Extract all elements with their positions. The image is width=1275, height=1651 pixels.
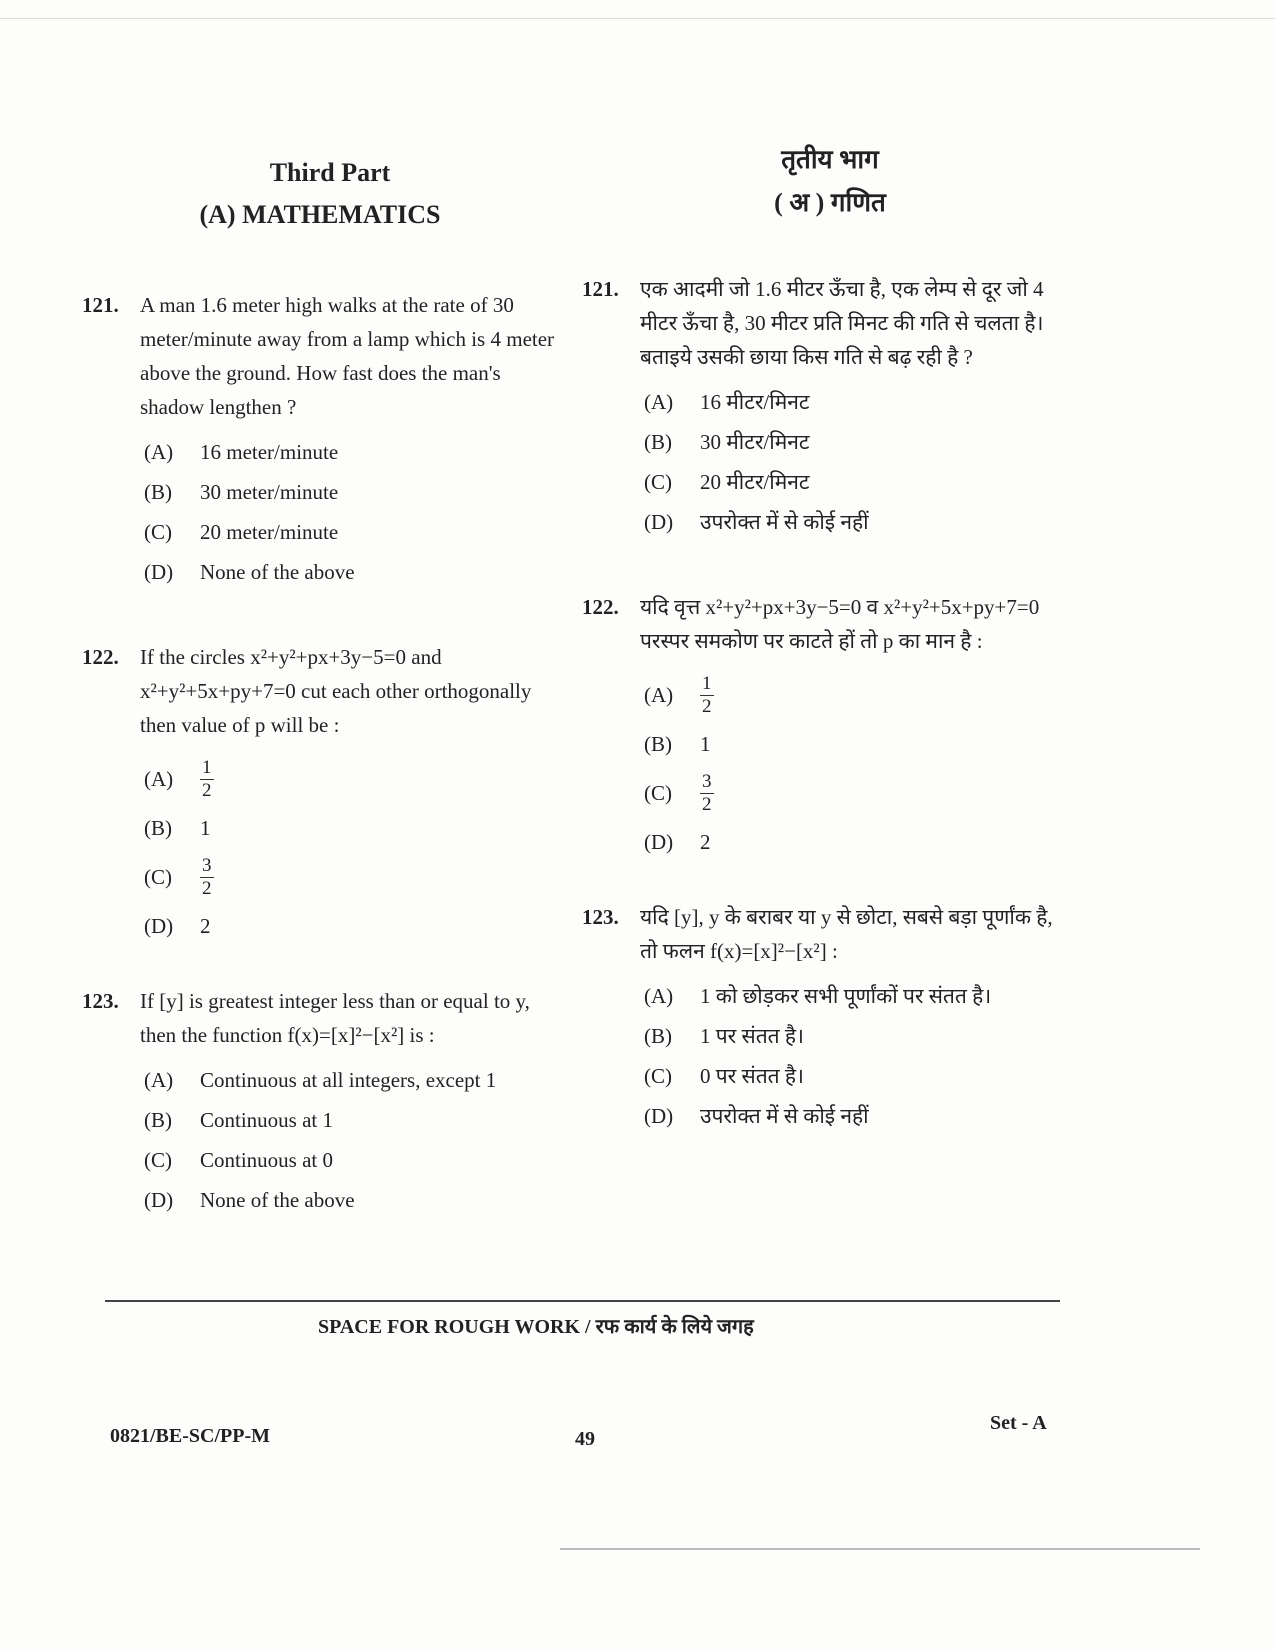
option bbox=[644, 724, 1062, 764]
option-label: (C) bbox=[144, 865, 172, 889]
option-label: (A) bbox=[144, 1068, 174, 1092]
options-list bbox=[644, 666, 1062, 862]
option-text: उपरोक्त में से कोई नहीं bbox=[700, 1104, 869, 1128]
option-text: Continuous at 0 bbox=[200, 1148, 334, 1172]
question-number: 123. bbox=[82, 989, 119, 1013]
option-label: (C) bbox=[144, 520, 172, 544]
scan-edge bbox=[0, 18, 1275, 19]
option bbox=[644, 1096, 1062, 1136]
question-text: A man 1.6 meter high walks at the rate of 30 meter/minute away from a lamp which is 4 meter above the ground. How fast does the man's shadow lengthen ? bbox=[140, 293, 555, 419]
options-list bbox=[644, 382, 1062, 542]
question-text: If [y] is greatest integer less than or equal to y, then the function f(x)=[x]²−[x²] is : bbox=[140, 989, 530, 1047]
option bbox=[644, 502, 1062, 542]
option bbox=[644, 764, 1062, 822]
option bbox=[644, 462, 1062, 502]
heading-part-hi: तृतीय भाग bbox=[781, 145, 879, 174]
option bbox=[144, 1140, 562, 1180]
question-number: 121. bbox=[82, 293, 119, 317]
options-list bbox=[144, 432, 562, 592]
option-label: (D) bbox=[644, 510, 674, 534]
option-label: (A) bbox=[644, 683, 674, 707]
option-label: (B) bbox=[144, 480, 172, 504]
denominator: 2 bbox=[202, 877, 212, 899]
option-label: (B) bbox=[644, 430, 672, 454]
numerator: 3 bbox=[202, 854, 212, 876]
question-text: एक आदमी जो 1.6 मीटर ऊँचा है, एक लेम्प से दूर जो 4 मीटर ऊँचा है, 30 मीटर प्रति मिनट की गति से चलता है। बताइये उसकी छाया किस गति से बढ़ रही है ? bbox=[640, 277, 1044, 369]
option bbox=[144, 750, 562, 808]
option-label: (D) bbox=[144, 914, 174, 938]
option-label: (A) bbox=[144, 440, 174, 464]
fraction bbox=[700, 673, 714, 718]
option-label: (C) bbox=[144, 1148, 172, 1172]
option bbox=[144, 1100, 562, 1140]
question-number: 123. bbox=[582, 905, 619, 929]
option-label: (B) bbox=[144, 816, 172, 840]
option-label: (C) bbox=[644, 470, 672, 494]
paper-code: 0821/BE-SC/PP-M bbox=[110, 1425, 270, 1447]
option-label: (A) bbox=[644, 390, 674, 414]
option-label: (A) bbox=[144, 767, 174, 791]
option bbox=[144, 906, 562, 946]
option-text: 20 मीटर/मिनट bbox=[700, 470, 810, 494]
numerator: 1 bbox=[702, 672, 712, 694]
question-122-hi bbox=[582, 590, 1062, 862]
rough-work-label: SPACE FOR ROUGH WORK / रफ कार्य के लिये जगह bbox=[318, 1316, 754, 1338]
option-label: (D) bbox=[644, 1104, 674, 1128]
option-label: (B) bbox=[144, 1108, 172, 1132]
question-121-hi bbox=[582, 272, 1062, 542]
option bbox=[644, 1016, 1062, 1056]
option-text: 0 पर संतत है। bbox=[700, 1064, 805, 1088]
question-123-hi bbox=[582, 900, 1062, 1136]
option-text: Continuous at all integers, except 1 bbox=[200, 1068, 497, 1092]
option-label: (B) bbox=[644, 1024, 672, 1048]
option-text: Continuous at 1 bbox=[200, 1108, 334, 1132]
option-text: 2 bbox=[700, 830, 711, 854]
fraction bbox=[200, 757, 214, 802]
option-label: (A) bbox=[644, 984, 674, 1008]
english-column bbox=[82, 288, 562, 1220]
question-123-en bbox=[82, 984, 562, 1220]
option bbox=[144, 848, 562, 906]
option-text: 1 bbox=[700, 732, 711, 756]
fraction bbox=[700, 771, 714, 816]
numerator: 1 bbox=[202, 756, 212, 778]
set-label: Set - A bbox=[990, 1412, 1047, 1434]
option-text: 1 bbox=[200, 816, 211, 840]
option-text: None of the above bbox=[200, 560, 355, 584]
option bbox=[644, 422, 1062, 462]
option-text: None of the above bbox=[200, 1188, 355, 1212]
option bbox=[144, 472, 562, 512]
denominator: 2 bbox=[202, 779, 212, 801]
heading-subject-hi: ( अ ) गणित bbox=[774, 188, 886, 217]
option bbox=[144, 512, 562, 552]
denominator: 2 bbox=[702, 793, 712, 815]
option bbox=[144, 432, 562, 472]
fraction bbox=[200, 855, 214, 900]
denominator: 2 bbox=[702, 695, 712, 717]
option bbox=[644, 822, 1062, 862]
option bbox=[144, 552, 562, 592]
question-text: यदि वृत्त x²+y²+px+3y−5=0 व x²+y²+5x+py+7=0 परस्पर समकोण पर काटते हों तो p का मान है : bbox=[640, 595, 1040, 653]
scan-bottom-line bbox=[560, 1548, 1200, 1550]
option-text: 16 मीटर/मिनट bbox=[700, 390, 810, 414]
option bbox=[644, 1056, 1062, 1096]
option bbox=[144, 808, 562, 848]
option-text: 16 meter/minute bbox=[200, 440, 339, 464]
options-list bbox=[144, 1060, 562, 1220]
question-number: 121. bbox=[582, 277, 619, 301]
hindi-column bbox=[582, 272, 1062, 1136]
option bbox=[144, 1180, 562, 1220]
options-list bbox=[144, 750, 562, 946]
option bbox=[144, 1060, 562, 1100]
option bbox=[644, 666, 1062, 724]
heading-subject-en: (A) MATHEMATICS bbox=[199, 200, 441, 229]
option-label: (C) bbox=[644, 1064, 672, 1088]
option-label: (B) bbox=[644, 732, 672, 756]
option-text: 1 पर संतत है। bbox=[700, 1024, 805, 1048]
option-label: (D) bbox=[144, 1188, 174, 1212]
question-text: If the circles x²+y²+px+3y−5=0 and x²+y²+5x+py+7=0 cut each other orthogonally then value of p will be : bbox=[140, 645, 532, 737]
numerator: 3 bbox=[702, 770, 712, 792]
option-label: (D) bbox=[644, 830, 674, 854]
question-number: 122. bbox=[82, 645, 119, 669]
option-text: 20 meter/minute bbox=[200, 520, 339, 544]
option bbox=[644, 976, 1062, 1016]
question-122-en bbox=[82, 640, 562, 946]
option-label: (D) bbox=[144, 560, 174, 584]
option-label: (C) bbox=[644, 781, 672, 805]
option-text: उपरोक्त में से कोई नहीं bbox=[700, 510, 869, 534]
question-121-en bbox=[82, 288, 562, 592]
option-text: 2 bbox=[200, 914, 211, 938]
question-text: यदि [y], y के बराबर या y से छोटा, सबसे बड़ा पूर्णांक है, तो फलन f(x)=[x]²−[x²] : bbox=[640, 905, 1053, 963]
option-text: 30 मीटर/मिनट bbox=[700, 430, 810, 454]
option-text: 1 को छोड़कर सभी पूर्णांकों पर संतत है। bbox=[700, 984, 992, 1008]
page-number: 49 bbox=[575, 1428, 595, 1450]
divider-line bbox=[105, 1300, 1060, 1302]
option-text: 30 meter/minute bbox=[200, 480, 339, 504]
options-list bbox=[644, 976, 1062, 1136]
option bbox=[644, 382, 1062, 422]
heading-part-en: Third Part bbox=[269, 158, 391, 187]
question-number: 122. bbox=[582, 595, 619, 619]
